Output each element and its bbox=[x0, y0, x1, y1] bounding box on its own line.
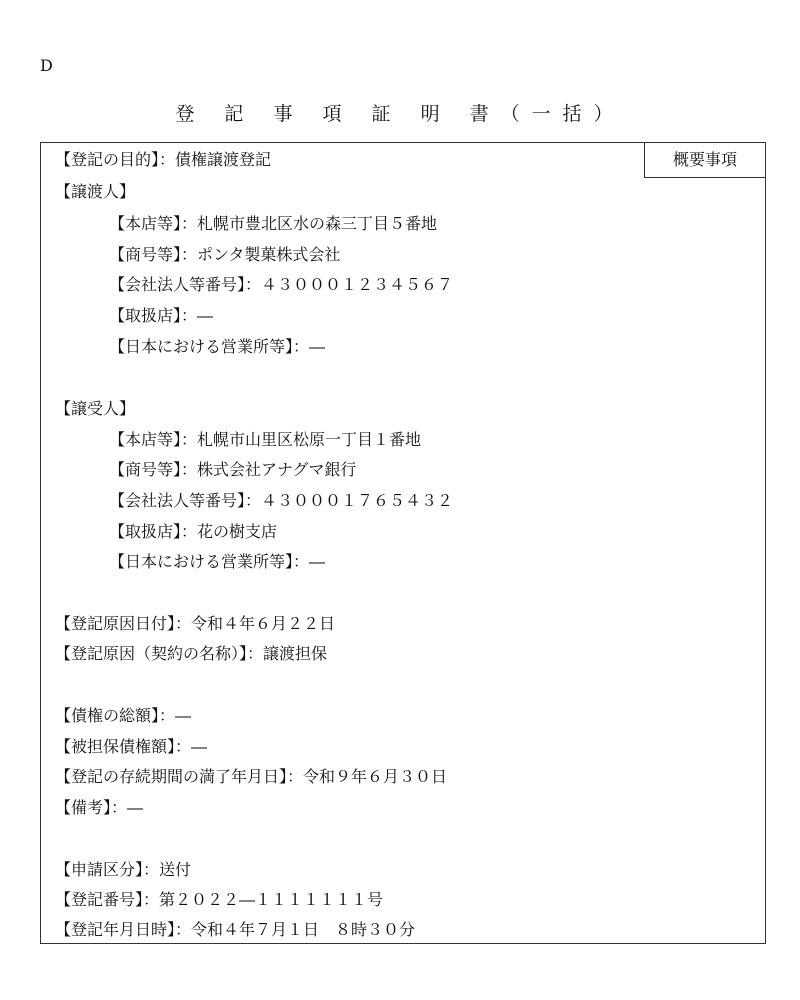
application-type: 【申請区分】：送付 bbox=[55, 860, 192, 879]
summary-tag: 概要事項 bbox=[644, 142, 766, 178]
transferee-head-office: 【本店等】：札幌市山里区松原一丁目１番地 bbox=[109, 430, 422, 449]
transferor-corporate-number: 【会社法人等番号】：４３０００１２３４５６７ bbox=[109, 275, 454, 294]
registration-certificate-box bbox=[40, 142, 766, 944]
transferee-branch: 【取扱店】：花の樹支店 bbox=[109, 522, 278, 541]
transferor-japan-office: 【日本における営業所等】：― bbox=[109, 337, 326, 356]
document-title: 登 記 事 項 証 明 書（一括） bbox=[175, 103, 625, 125]
registration-purpose: 【登記の目的】：債権譲渡登記 bbox=[55, 150, 272, 169]
transferor-head-office: 【本店等】：札幌市豊北区水の森三丁目５番地 bbox=[109, 214, 438, 233]
transferor-trade-name: 【商号等】：ポンタ製菓株式会社 bbox=[109, 245, 341, 264]
registration-datetime: 【登記年月日時】：令和４年７月１日 ８時３０分 bbox=[55, 920, 416, 939]
transferee-japan-office: 【日本における営業所等】：― bbox=[109, 552, 326, 571]
page-label: D bbox=[40, 56, 53, 75]
cause-date: 【登記原因日付】：令和４年６月２２日 bbox=[55, 614, 336, 633]
registration-number: 【登記番号】：第２０２２―１１１１１１１号 bbox=[55, 890, 384, 909]
transferor-heading: 【譲渡人】 bbox=[55, 182, 136, 201]
expiry-date: 【登記の存続期間の満了年月日】：令和９年６月３０日 bbox=[55, 767, 448, 786]
total-claims: 【債権の総額】：― bbox=[55, 706, 192, 725]
transferee-heading: 【譲受人】 bbox=[55, 399, 136, 418]
transferee-trade-name: 【商号等】：株式会社アナグマ銀行 bbox=[109, 460, 357, 479]
secured-claims: 【被担保債権額】：― bbox=[55, 737, 208, 756]
registration-cause: 【登記原因（契約の名称）】：譲渡担保 bbox=[55, 644, 328, 663]
transferor-branch: 【取扱店】：― bbox=[109, 306, 214, 325]
remarks: 【備考】：― bbox=[55, 798, 144, 817]
transferee-corporate-number: 【会社法人等番号】：４３０００１７６５４３２ bbox=[109, 491, 454, 510]
